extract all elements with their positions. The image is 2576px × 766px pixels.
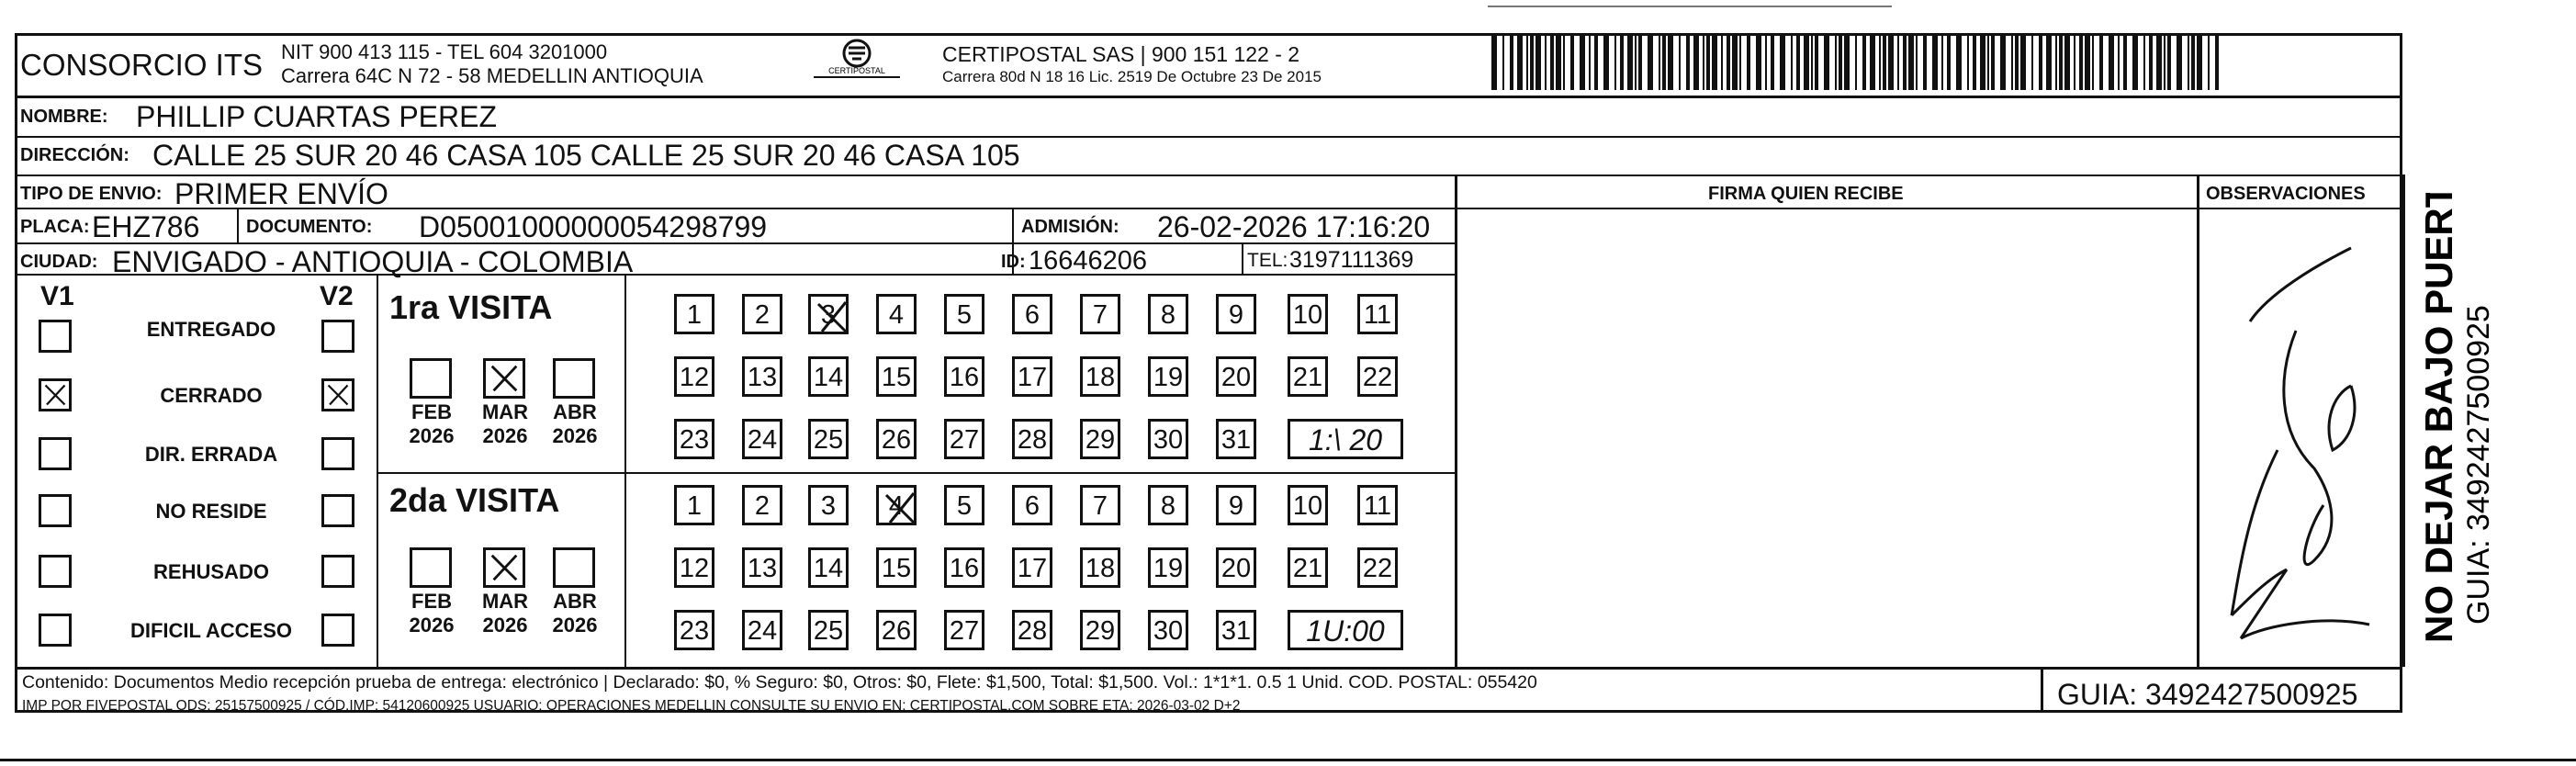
admision-value: 26-02-2026 17:16:20 [1157,210,1431,243]
month-checkbox[interactable] [553,547,595,588]
barcode-bar [1679,33,1681,90]
day-box[interactable]: 2 [742,294,782,334]
recipient-signature [2213,230,2388,652]
side-notice [2408,193,2500,652]
day-box[interactable]: 10 [1288,485,1328,525]
day-box[interactable]: 7 [1080,294,1120,334]
carrier-name: CERTIPOSTAL SAS | 900 151 122 - 2 [942,42,1300,66]
barcode-bar [2191,33,2195,90]
barcode-bar [2177,33,2182,90]
id-value: 16646206 [1029,246,1148,276]
day-box[interactable]: 20 [1216,547,1256,588]
barcode-bar [1659,33,1660,90]
day-box[interactable]: 19 [1148,356,1188,397]
top-rule [1488,6,1892,7]
v1-checkbox[interactable] [39,614,72,647]
day-box[interactable]: 11 [1357,485,1398,525]
day-box[interactable]: 16 [944,356,984,397]
barcode-bar [2132,33,2138,90]
v2-checkbox[interactable] [321,320,354,353]
documento-value: D05001000000054298799 [419,210,768,243]
side-divider [2402,175,2405,667]
barcode-bar [1703,33,1704,90]
month-divider [624,274,626,667]
barcode-bar [1804,33,1809,90]
barcode-bar [1686,33,1690,90]
day-box[interactable]: 27 [944,610,984,650]
status-label: REHUSADO [153,560,269,583]
second-visit-title: 2da VISITA [389,481,560,519]
ciudad-value: ENVIGADO - ANTIOQUIA - COLOMBIA [112,245,634,278]
barcode-bar [1862,33,1866,90]
day-box[interactable]: 6 [1012,485,1052,525]
day-box[interactable]: 23 [674,419,714,459]
day-box[interactable]: 8 [1148,485,1188,525]
barcode-bar [2011,33,2013,90]
barcode-bar [1732,33,1738,90]
barcode-bar [1839,33,1842,90]
v2-checkbox[interactable] [321,378,354,411]
row-rule [15,242,1455,244]
visit-time-box[interactable]: 1U:00 [1288,610,1403,650]
day-box[interactable]: 18 [1080,547,1120,588]
month-checkbox[interactable] [553,358,595,399]
barcode [1491,33,2222,90]
barcode-bar [1614,33,1616,90]
day-box[interactable]: 21 [1288,356,1328,397]
carrier-address: Carrera 80d N 18 16 Lic. 2519 De Octubre 23 De 2015 [942,68,1322,85]
barcode-bar [1627,33,1633,90]
barcode-bar [1563,33,1565,90]
v1-checkbox[interactable] [39,378,72,411]
status-label: DIR. ERRADA [144,443,278,466]
observaciones-header: OBSERVACIONES [2206,184,2366,204]
day-box[interactable]: 4 [876,485,917,525]
barcode-bar [1530,33,1534,90]
barcode-bar [1796,33,1800,90]
admision-label: ADMISIÓN: [1021,217,1119,237]
v2-checkbox[interactable] [321,614,354,647]
barcode-bar [1693,33,1699,90]
company-address: Carrera 64C N 72 - 58 MEDELLIN ANTIOQUIA [281,64,703,87]
barcode-bar [1603,33,1609,90]
day-box[interactable]: 28 [1012,610,1052,650]
barcode-bar [2079,33,2083,90]
day-box[interactable]: 3 [808,294,849,334]
footer-divider [2041,667,2043,713]
barcode-bar [2167,33,2171,90]
barcode-bar [1668,33,1673,90]
barcode-bar [1771,33,1774,90]
barcode-bar [1815,33,1818,90]
barcode-bar [1535,33,1541,90]
footer-imp: IMP POR FIVEPOSTAL ODS: 25157500925 / CÓD.IMP: 54120600925 USUARIO: OPERACIONES MEDELLIN CONSULTE SU ENVIO EN: CERTIPOSTAL.COM SOBRE ETA: 2026-03-02 D+2 [22,698,1241,714]
firma-divider [1455,175,1457,667]
guia-vertical-text: GUIA: 3492427500925 [2461,305,2496,625]
barcode-bar [1791,33,1793,90]
day-box[interactable]: 8 [1148,294,1188,334]
nombre-value: PHILLIP CUARTAS PEREZ [136,100,498,133]
barcode-bar [1980,33,1985,90]
day-box[interactable]: 19 [1148,547,1188,588]
v1-label: V1 [40,281,74,311]
barcode-bar [1517,33,1523,90]
day-box[interactable]: 24 [742,419,782,459]
barcode-bar [1844,33,1850,90]
ciudad-label: CIUDAD: [20,252,98,272]
month-checkbox[interactable] [410,547,452,588]
day-box[interactable]: 9 [1216,485,1256,525]
barcode-bar [1923,33,1927,90]
id-label: ID: [1001,252,1026,272]
day-box[interactable]: 12 [674,356,714,397]
day-box[interactable]: 17 [1012,356,1052,397]
visit-time-box[interactable]: 1:\ 20 [1288,419,1403,459]
row-rule [15,208,2402,209]
nombre-label: NOMBRE: [20,107,108,127]
barcode-bar [2215,33,2219,90]
certipostal-logo [806,37,907,92]
barcode-bar [1835,33,1837,90]
no-dejar-text: NO DEJAR BAJO PUERTA [2417,193,2460,643]
cell-divider [1242,242,1243,274]
barcode-bar [2149,33,2153,90]
row-rule [15,175,2402,176]
barcode-bar [1510,33,1513,90]
row-rule [15,136,2402,138]
barcode-bar [1883,33,1886,90]
v1-checkbox[interactable] [39,320,72,353]
day-box[interactable]: 22 [1357,547,1398,588]
barcode-bar [1580,33,1585,90]
barcode-bar [2064,33,2070,90]
bottom-rule [0,759,2576,761]
direccion-value: CALLE 25 SUR 20 46 CASA 105 CALLE 25 SUR 20 46 CASA 105 [152,139,1020,172]
day-box[interactable]: 14 [808,356,849,397]
direccion-label: DIRECCIÓN: [20,145,129,165]
month-label: FEB 2026 [409,400,455,447]
barcode-bar [1526,33,1528,90]
barcode-bar [1756,33,1761,90]
v1-checkbox[interactable] [39,555,72,588]
barcode-bar [1780,33,1785,90]
barcode-bar [2031,33,2033,90]
day-box[interactable]: 3 [808,485,849,525]
barcode-bar [1712,33,1717,90]
barcode-bar [1908,33,1914,90]
day-box[interactable]: 28 [1012,419,1052,459]
barcode-bar [1550,33,1554,90]
barcode-bar [1727,33,1730,90]
barcode-bar [2143,33,2145,90]
barcode-bar [2020,33,2026,90]
barcode-bar [2000,33,2006,90]
barcode-bar [1635,33,1637,90]
barcode-bar [1967,33,1969,90]
barcode-bar [2164,33,2165,90]
barcode-bar [2059,33,2063,90]
barcode-bar [1879,33,1881,90]
v2-label: V2 [320,281,354,311]
day-box[interactable]: 5 [944,485,984,525]
day-box[interactable]: 4 [876,294,917,334]
placa-label: PLACA: [20,217,90,237]
barcode-bar [1956,33,1962,90]
barcode-bar [1941,33,1943,90]
barcode-bar [1594,33,1598,90]
month-label: MAR 2026 [481,400,529,447]
status-label: ENTREGADO [146,318,276,341]
barcode-bar [1545,33,1547,90]
documento-label: DOCUMENTO: [246,217,373,237]
month-checkbox[interactable] [483,358,525,399]
barcode-bar [1706,33,1710,90]
barcode-bar [1502,33,1504,90]
month-checkbox[interactable] [483,547,525,588]
cell-divider [237,209,239,242]
day-box[interactable]: 22 [1357,356,1398,397]
first-visit-title: 1ra VISITA [389,288,553,326]
day-box[interactable]: 23 [674,610,714,650]
barcode-bar [1739,33,1741,90]
day-box[interactable]: 16 [944,547,984,588]
day-box[interactable]: 13 [742,547,782,588]
barcode-bar [1870,33,1875,90]
barcode-bar [2074,33,2075,90]
footer-contenido: Contenido: Documentos Medio recepción prueba de entrega: electrónico | Declarado: $0, % Seguro: $0, Otros: $0, Flete: $1,500, Total: $1,500. Vol.: 1*1*1. 0.5 1 Unid. COD. POSTAL: 055420 [22,672,1537,693]
tipo-label: TIPO DE ENVIO: [20,184,163,204]
day-box[interactable]: 29 [1080,610,1120,650]
day-box[interactable]: 17 [1012,547,1052,588]
day-box[interactable]: 24 [742,610,782,650]
v2-checkbox[interactable] [321,494,354,527]
status-label: DIFICIL ACCESO [129,619,292,642]
day-box[interactable]: 9 [1216,294,1256,334]
month-label: ABR 2026 [552,400,598,447]
month-label: ABR 2026 [552,590,598,636]
day-box[interactable]: 15 [876,547,917,588]
day-box[interactable]: 6 [1012,294,1052,334]
barcode-bar [1811,33,1813,90]
day-box[interactable]: 5 [944,294,984,334]
day-box[interactable]: 13 [742,356,782,397]
v1-checkbox[interactable] [39,494,72,527]
tipo-value: PRIMER ENVÍO [174,177,388,210]
month-label: FEB 2026 [409,590,455,636]
barcode-bar [2015,33,2019,90]
v2-checkbox[interactable] [321,555,354,588]
barcode-bar [1589,33,1591,90]
barcode-bar [1973,33,1976,90]
v2-checkbox[interactable] [321,437,354,470]
day-box[interactable]: 10 [1288,294,1328,334]
barcode-bar [2197,33,2202,90]
barcode-bar [2099,33,2103,90]
day-box[interactable]: 2 [742,485,782,525]
barcode-bar [2092,33,2094,90]
day-box[interactable]: 1 [674,294,714,334]
logo-text: CERTIPOSTAL [828,66,885,75]
barcode-bar [1620,33,1624,90]
day-box[interactable]: 25 [808,610,849,650]
row-rule [15,96,2402,98]
day-box[interactable]: 20 [1216,356,1256,397]
month-checkbox[interactable] [410,358,452,399]
barcode-bar [2156,33,2162,90]
barcode-bar [1648,33,1653,90]
status-label: CERRADO [160,384,263,407]
barcode-bar [1747,33,1750,90]
day-box[interactable]: 26 [876,610,917,650]
firma-header: FIRMA QUIEN RECIBE [1708,184,1904,204]
barcode-bar [1897,33,1899,90]
status-label: NO RESIDE [155,500,267,523]
day-box[interactable]: 18 [1080,356,1120,397]
day-box[interactable]: 14 [808,547,849,588]
barcode-bar [1824,33,1829,90]
day-box[interactable]: 21 [1288,547,1328,588]
barcode-bar [1888,33,1894,90]
obs-divider [2197,175,2199,667]
day-box[interactable]: 27 [944,419,984,459]
day-box[interactable]: 1 [674,485,714,525]
barcode-bar [1556,33,1561,90]
day-box[interactable]: 29 [1080,419,1120,459]
visit-divider [377,472,1455,474]
tel-label: TEL: [1247,250,1288,271]
barcode-bar [1662,33,1666,90]
barcode-bar [1570,33,1574,90]
barcode-bar [2039,33,2042,90]
barcode-bar [2055,33,2057,90]
status-divider [377,274,378,667]
barcode-bar [2046,33,2052,90]
day-box[interactable]: 11 [1357,294,1398,334]
barcode-bar [2188,33,2189,90]
day-box[interactable]: 30 [1148,610,1188,650]
barcode-bar [2208,33,2210,90]
row-rule [15,274,1455,276]
placa-value: EHZ786 [92,210,200,243]
barcode-bar [1947,33,1951,90]
tel-value: 3197111369 [1289,247,1414,273]
day-box[interactable]: 7 [1080,485,1120,525]
day-box[interactable]: 15 [876,356,917,397]
footer-rule [15,667,2402,670]
barcode-bar [1932,33,1938,90]
v1-checkbox[interactable] [39,437,72,470]
label-frame [15,33,2402,713]
day-box[interactable]: 12 [674,547,714,588]
day-box[interactable]: 31 [1216,419,1256,459]
barcode-bar [1638,33,1642,90]
barcode-bar [1491,33,1497,90]
footer-guia: GUIA: 3492427500925 [2057,678,2358,711]
barcode-bar [1721,33,1723,90]
day-box[interactable]: 30 [1148,419,1188,459]
day-box[interactable]: 25 [808,419,849,459]
barcode-bar [1916,33,1918,90]
company-name: CONSORCIO ITS [20,48,264,82]
barcode-bar [1987,33,1989,90]
month-label: MAR 2026 [481,590,529,636]
barcode-bar [2123,33,2127,90]
barcode-bar [2118,33,2120,90]
barcode-bar [1765,33,1767,90]
barcode-bar [2109,33,2114,90]
barcode-bar [1855,33,1857,90]
day-box[interactable]: 26 [876,419,917,459]
barcode-bar [1991,33,1995,90]
day-box[interactable]: 31 [1216,610,1256,650]
barcode-bar [1903,33,1907,90]
barcode-bar [2085,33,2090,90]
company-nit: NIT 900 413 115 - TEL 604 3201000 [281,40,608,63]
